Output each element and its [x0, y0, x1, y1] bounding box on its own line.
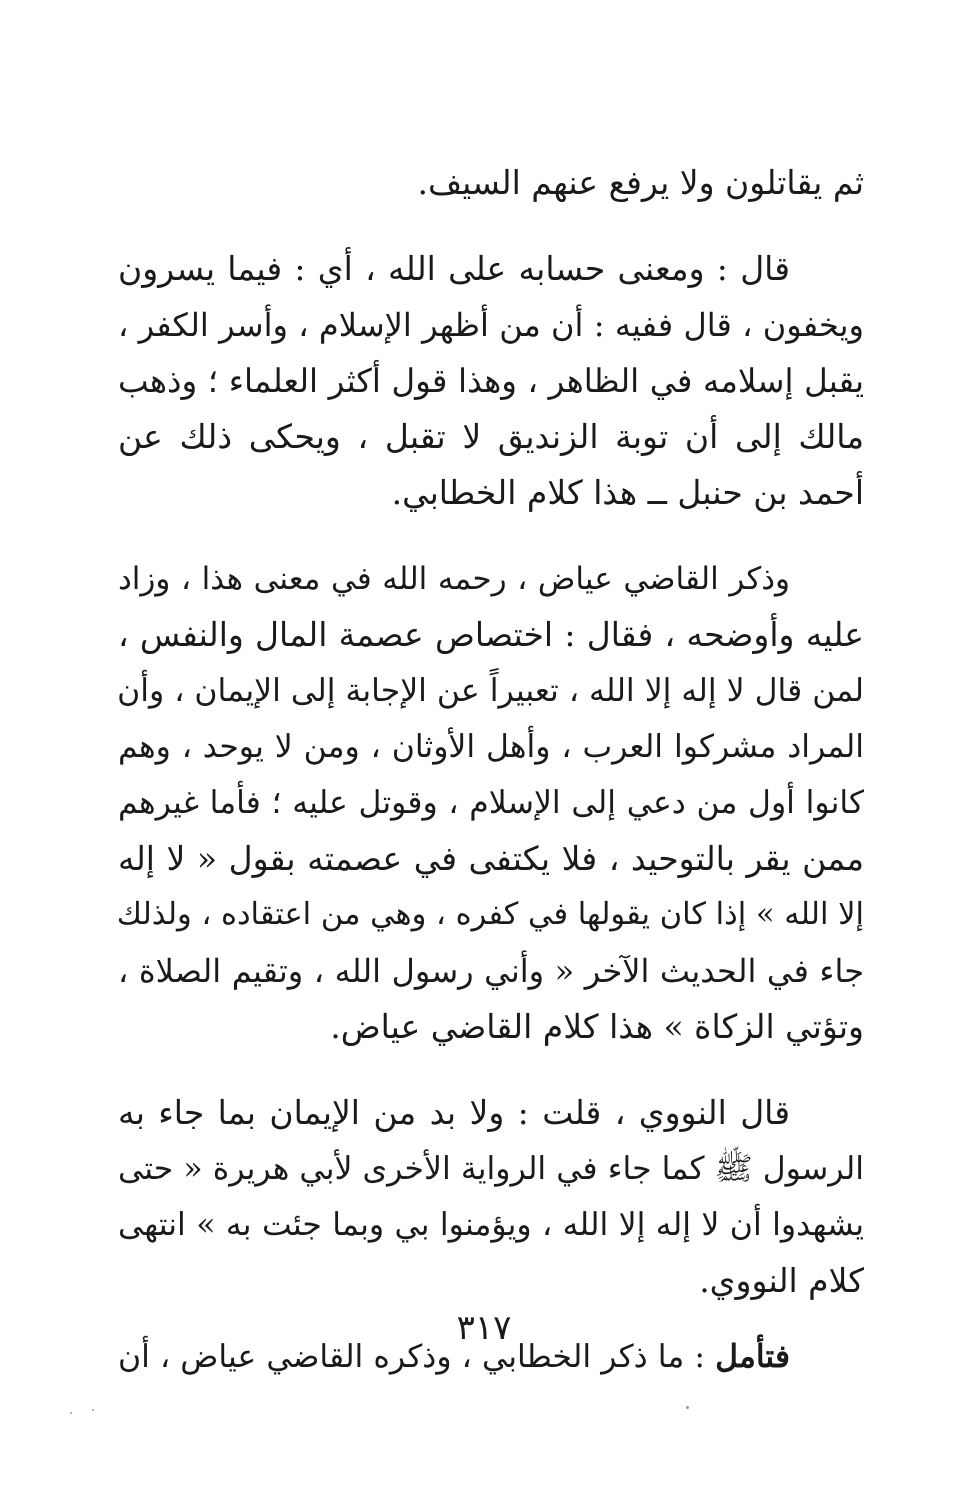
- text-line: المراد مشركوا العرب ، وأهل الأوثان ، ومن لا يوحد ، وهم: [118, 729, 864, 765]
- text-line-rest: : ما ذكر الخطابي ، وذكره القاضي عياض ، أن: [118, 1339, 716, 1375]
- text-line: قال النووي ، قلت : ولا بد من الإيمان بما جاء به: [118, 1093, 790, 1132]
- text-line: كلام النووي.: [699, 1261, 864, 1300]
- text-line: ثم يقاتلون ولا يرفع عنهم السيف.: [417, 163, 864, 202]
- text-line: وذكر القاضي عياض ، رحمه الله في معنى هذا ، وزاد: [118, 561, 790, 597]
- text-line: مالك إلى أن توبة الزنديق لا تقبل ، ويحكى ذلك عن: [118, 417, 864, 456]
- text-line: عليه وأوضحه ، فقال : اختصاص عصمة المال والنفس ،: [118, 615, 864, 654]
- text-line: أحمد بن حنبل ــ هذا كلام الخطابي.: [391, 473, 864, 512]
- text-line: ممن يقر بالتوحيد ، فلا يكتفى في عصمته بقول « لا إله: [118, 839, 864, 878]
- text-line: كانوا أول من دعي إلى الإسلام ، وقوتل عليه ؛ فأما غيرهم: [118, 785, 864, 821]
- text-line: يشهدوا أن لا إله إلا الله ، ويؤمنوا بي وبما جئت به » انتهى: [118, 1207, 864, 1243]
- text-line: لمن قال لا إله إلا الله ، تعبيراً عن الإجابة إلى الإيمان ، وأن: [117, 673, 864, 709]
- page-number: ٣١٧: [456, 1308, 512, 1348]
- text-line: الرسول ﷺ كما جاء في الرواية الأخرى لأبي هريرة « حتى: [118, 1151, 865, 1187]
- bold-lead-word: فتأمل: [715, 1338, 790, 1375]
- text-line: جاء في الحديث الآخر « وأني رسول الله ، وتقيم الصلاة ،: [118, 952, 865, 990]
- text-line: ويخفون ، قال ففيه : أن من أظهر الإسلام ، وأسر الكفر ،: [118, 306, 864, 344]
- scan-speck: [92, 1409, 94, 1411]
- scan-speck: [686, 1406, 689, 1409]
- text-line: قال : ومعنى حسابه على الله ، أي : فيما يسرون: [118, 249, 790, 288]
- scan-speck: [70, 1412, 72, 1414]
- text-line: يقبل إسلامه في الظاهر ، وهذا قول أكثر العلماء ؛ وذهب: [118, 362, 864, 400]
- body-text: [118, 155, 864, 1385]
- text-line: وتؤتي الزكاة » هذا كلام القاضي عياض.: [330, 1007, 864, 1046]
- text-line: إلا الله » إذا كان يقولها في كفره ، وهي من اعتقاده ، ولذلك: [116, 897, 864, 932]
